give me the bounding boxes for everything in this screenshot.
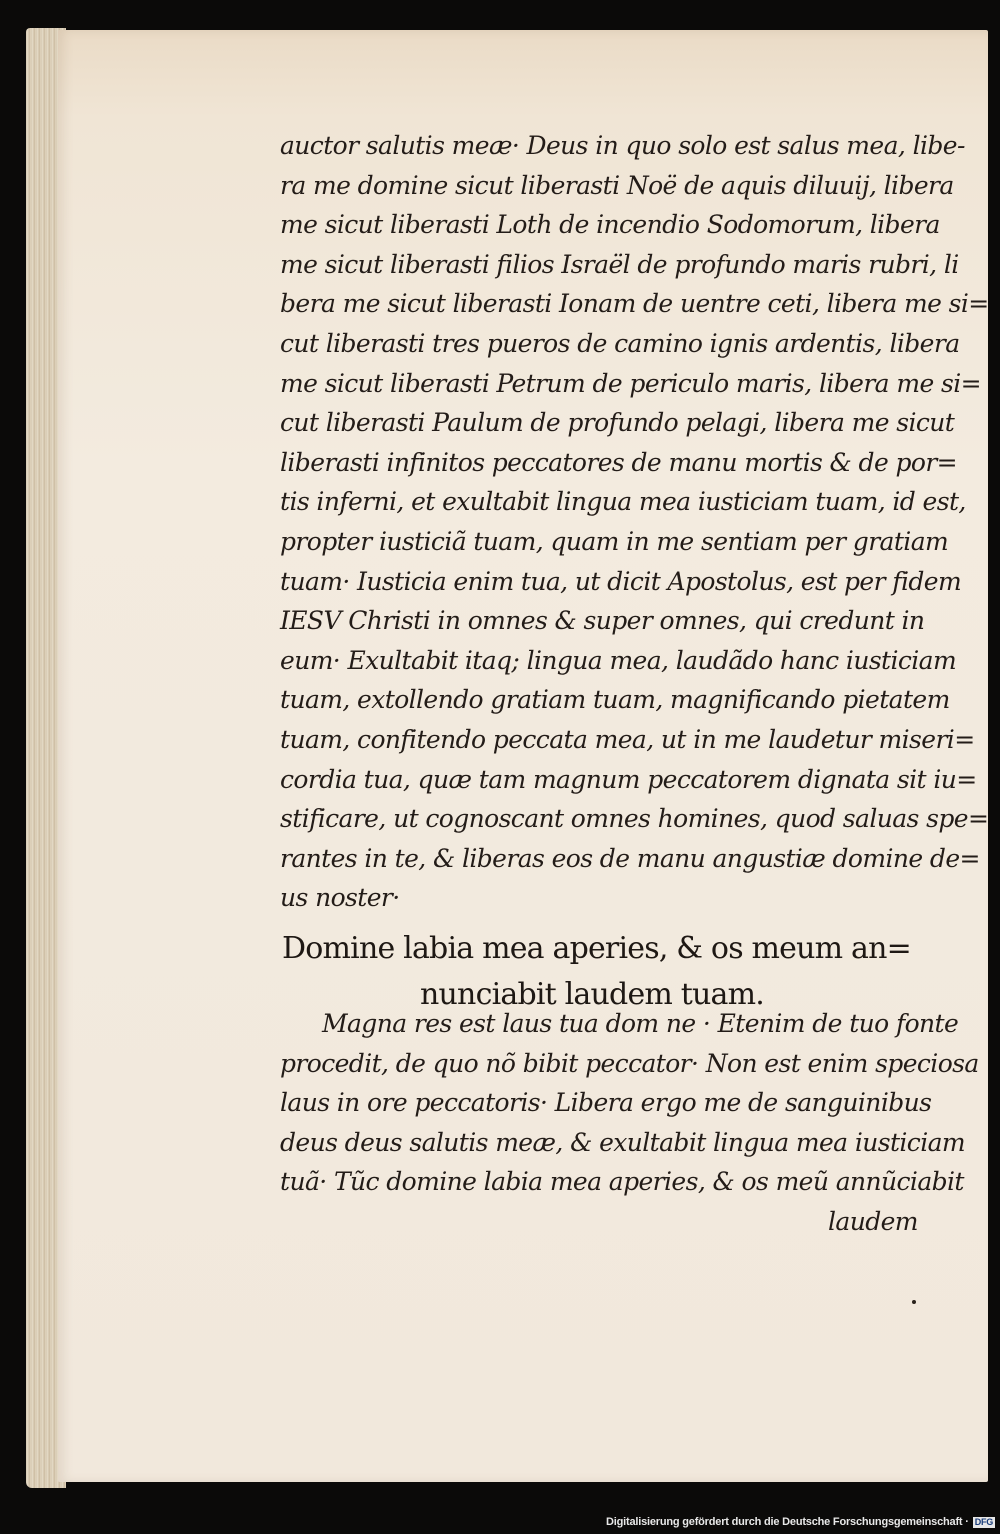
dfg-logo-icon: DFG <box>974 1516 994 1527</box>
funding-text: Digitalisierung gefördert durch die Deutsche Forschungsgemeinschaft · <box>606 1516 969 1528</box>
text-line: stificare, ut cognoscant omnes homines, quod saluas spe= <box>280 804 989 834</box>
funding-notice <box>606 1516 995 1528</box>
text-line: laus in ore peccatoris· Libera ergo me de sanguinibus <box>280 1088 932 1118</box>
body-text-bottom <box>280 1004 979 1242</box>
catchword: laudem <box>828 1206 918 1236</box>
heading-line: Domine labia mea aperies, & os meum an= <box>282 931 911 966</box>
text-line: me sicut liberasti filios Israël de profundo maris rubri, li <box>280 249 959 279</box>
text-line: us noster· <box>280 883 400 913</box>
text-line: liberasti infinitos peccatores de manu mortis & de por= <box>280 447 958 477</box>
text-line: tuam· Iusticia enim tua, ut dicit Apostolus, est per fidem <box>280 566 962 596</box>
text-line: cut liberasti Paulum de profundo pelagi, libera me sicut <box>280 408 955 438</box>
text-line: rantes in te, & liberas eos de manu angustiæ domine de= <box>280 843 980 873</box>
text-line: ra me domine sicut liberasti Noë de aquis diluuij, libera <box>280 170 954 200</box>
text-line: tuam, extollendo gratiam tuam, magnificando pietatem <box>280 685 950 715</box>
text-line: me sicut liberasti Loth de incendio Sodomorum, libera <box>280 210 940 240</box>
text-line: cordia tua, quæ tam magnum peccatorem dignata sit iu= <box>280 764 977 794</box>
ink-speck <box>912 1300 916 1304</box>
text-line: bera me sicut liberasti Ionam de uentre ceti, libera me si= <box>280 289 989 319</box>
text-line: Magna res est laus tua dom ne · Etenim de tuo fonte <box>322 1009 959 1038</box>
text-line: tuã· Tũc domine labia mea aperies, & os meũ annũciabit <box>280 1167 964 1197</box>
text-line: cut liberasti tres pueros de camino ignis ardentis, libera <box>280 328 960 358</box>
text-line: me sicut liberasti Petrum de periculo maris, libera me si= <box>280 368 981 398</box>
body-text-top <box>280 126 989 918</box>
text-line: tis inferni, et exultabit lingua mea iusticiam tuam, id est, <box>280 487 966 517</box>
text-line: procedit, de quo nõ bibit peccator· Non est enim speciosa <box>280 1048 979 1078</box>
text-line: tuam, confitendo peccata mea, ut in me laudetur miseri= <box>280 724 975 754</box>
text-line: eum· Exultabit itaq; lingua mea, laudãdo hanc iusticiam <box>280 645 957 675</box>
text-line: auctor salutis meæ· Deus in quo solo est salus mea, libe- <box>280 131 965 160</box>
heading-line: nunciabit laudem tuam. <box>420 977 765 1012</box>
text-line: deus deus salutis meæ, & exultabit lingua mea iusticiam <box>280 1127 966 1157</box>
text-line: propter iusticiã tuam, quam in me sentiam per gratiam <box>280 526 949 556</box>
text-line: IESV Christi in omnes & super omnes, qui credunt in <box>280 606 925 636</box>
